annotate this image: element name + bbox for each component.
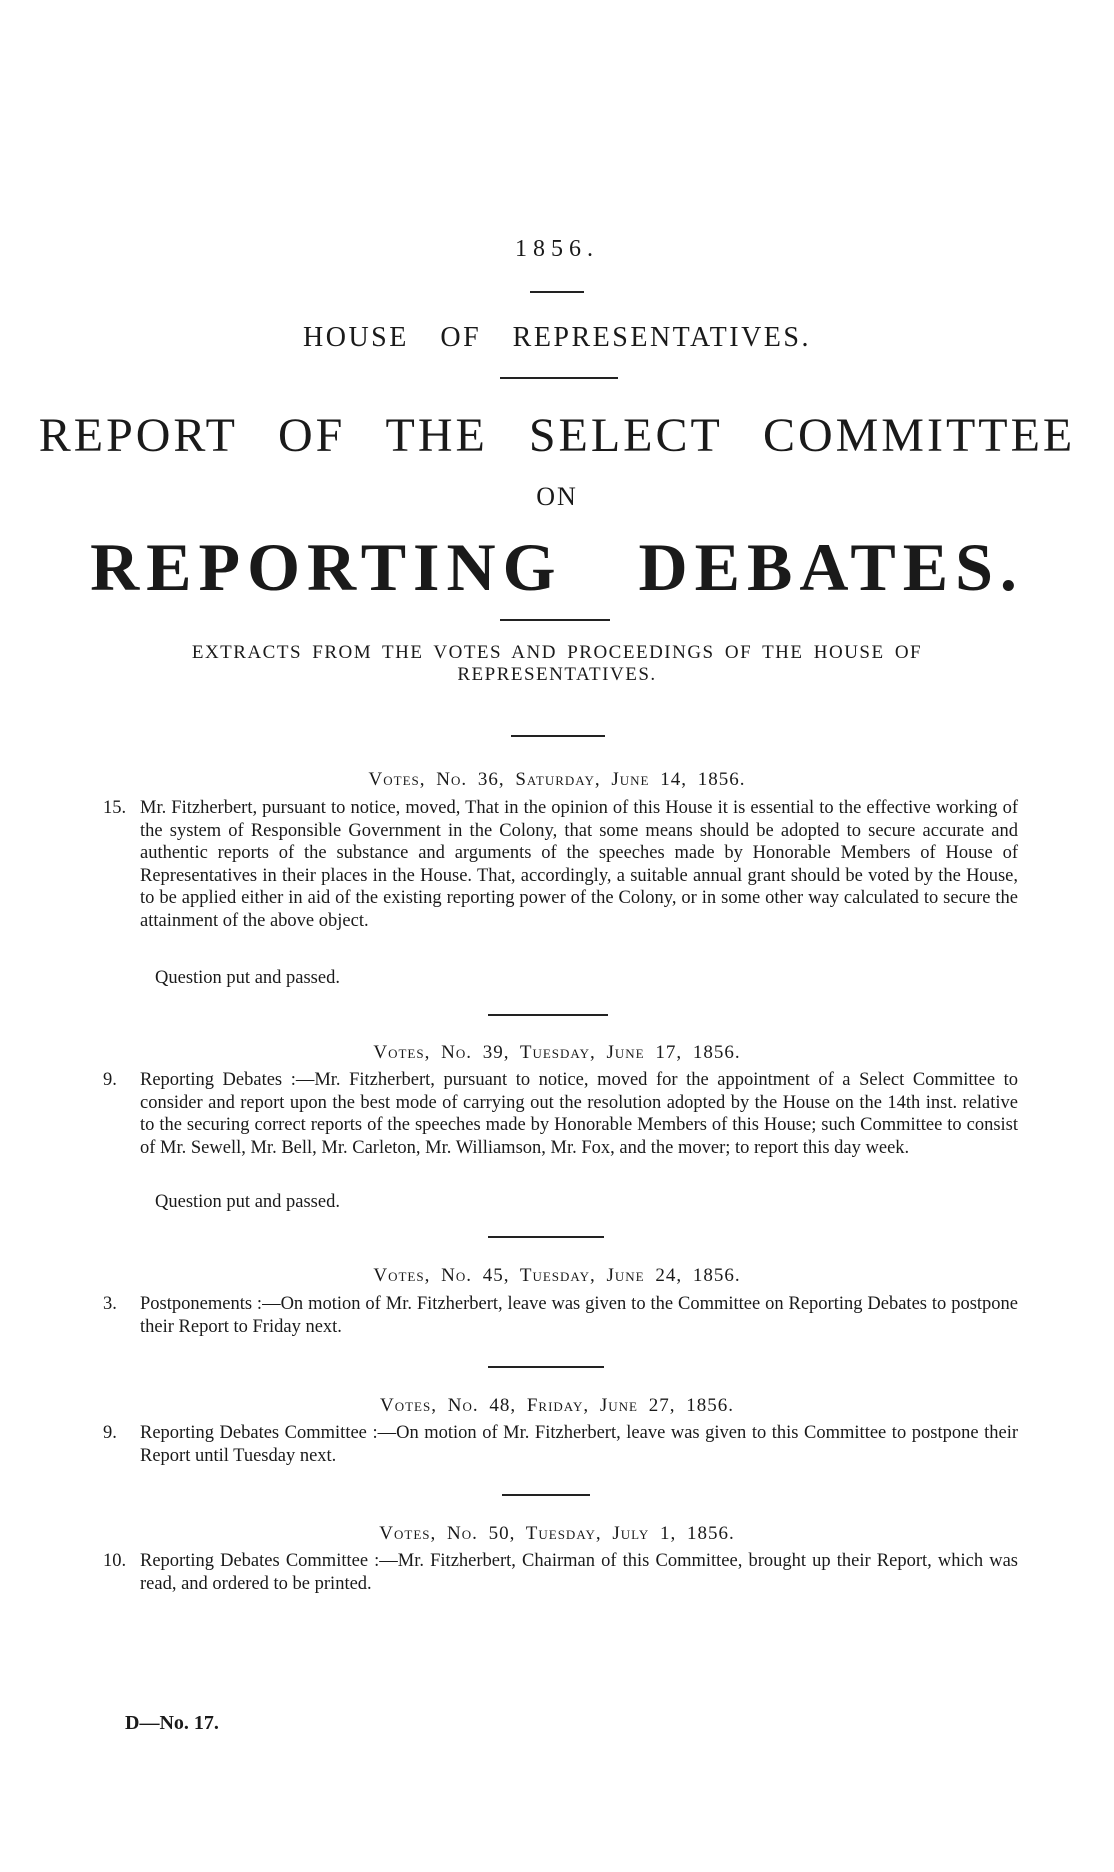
entry-number: 10. — [103, 1551, 127, 1571]
vote-heading — [0, 1265, 1114, 1287]
vote-heading — [0, 1042, 1114, 1064]
vote-entry — [103, 797, 1018, 932]
vote-heading-text: Votes, No. 48, Friday, June 27, 1856. — [380, 1395, 734, 1416]
entry-text: Reporting Debates :—Mr. Fitzherbert, pursuant to notice, moved for the appointment of a Select Committee to consider and report upon the best mode of carrying out the resolution adopted by the House on the 14th inst. relative to the securing correct reports of the speeches made by Honorable Members of this House; such Committee to consist of Mr. Sewell, Mr. Bell, Mr. Carleton, Mr. Williamson, Mr. Fox, and the mover; to report this day week. — [140, 1070, 1018, 1158]
vote-heading-text: Votes, No. 50, Tuesday, July 1, 1856. — [379, 1523, 735, 1544]
chamber-heading: HOUSE OF REPRESENTATIVES. — [303, 322, 811, 353]
report-title: REPORT OF THE SELECT COMMITTEE — [38, 409, 1076, 462]
entry-number: 9. — [103, 1423, 117, 1443]
vote-heading — [0, 1523, 1114, 1545]
question-result: Question put and passed. — [155, 1192, 340, 1212]
vote-heading — [0, 769, 1114, 791]
divider — [488, 1236, 604, 1238]
question-result: Question put and passed. — [155, 968, 340, 988]
vote-entry — [103, 1550, 1018, 1595]
entry-number: 15. — [103, 798, 127, 818]
entry-text: Reporting Debates Committee :—Mr. Fitzherbert, Chairman of this Committee, brought up their Report, which was read, and ordered to be printed. — [140, 1551, 1018, 1594]
entry-text: Postponements :—On motion of Mr. Fitzherbert, leave was given to the Committee on Reporting Debates to postpone their Report to Friday next. — [140, 1294, 1018, 1337]
vote-heading-text: Votes, No. 39, Tuesday, June 17, 1856. — [373, 1042, 741, 1063]
entry-text: Mr. Fitzherbert, pursuant to notice, moved, That in the opinion of this House it is essential to the effective working of the system of Responsible Government in the Colony, that some means should be adopted to secure accurate and authentic reports of the substance and arguments of the speeches made by Honorable Members of House of Representatives in their places in the House. That, accordingly, a suitable annual grant should be voted by the House, to be applied either in aid of the existing reporting power of the Colony, or in some other way calculated to secure the attainment of the above object. — [140, 798, 1018, 931]
document-year: 1856. — [515, 236, 599, 262]
entry-number: 3. — [103, 1294, 117, 1314]
report-title-on: ON — [536, 482, 578, 511]
entry-text: Reporting Debates Committee :—On motion of Mr. Fitzherbert, leave was given to this Committee to postpone their Report until Tuesday next. — [140, 1423, 1018, 1466]
vote-entry — [103, 1293, 1018, 1338]
divider — [502, 1494, 590, 1496]
extracts-heading: EXTRACTS FROM THE VOTES AND PROCEEDINGS OF THE HOUSE OF REPRESENTATIVES. — [191, 642, 923, 685]
vote-heading-text: Votes, No. 45, Tuesday, June 24, 1856. — [373, 1265, 741, 1286]
divider — [500, 377, 618, 379]
report-subject: REPORTING DEBATES. — [90, 529, 1024, 605]
divider — [500, 619, 610, 621]
divider — [511, 735, 605, 737]
document-reference: D—No. 17. — [125, 1712, 219, 1734]
divider — [488, 1366, 604, 1368]
vote-entry — [103, 1422, 1018, 1467]
entry-number: 9. — [103, 1070, 117, 1090]
vote-heading — [0, 1395, 1114, 1417]
vote-entry — [103, 1069, 1018, 1159]
vote-heading-text: Votes, No. 36, Saturday, June 14, 1856. — [368, 769, 746, 790]
divider — [530, 291, 584, 293]
divider — [488, 1014, 608, 1016]
